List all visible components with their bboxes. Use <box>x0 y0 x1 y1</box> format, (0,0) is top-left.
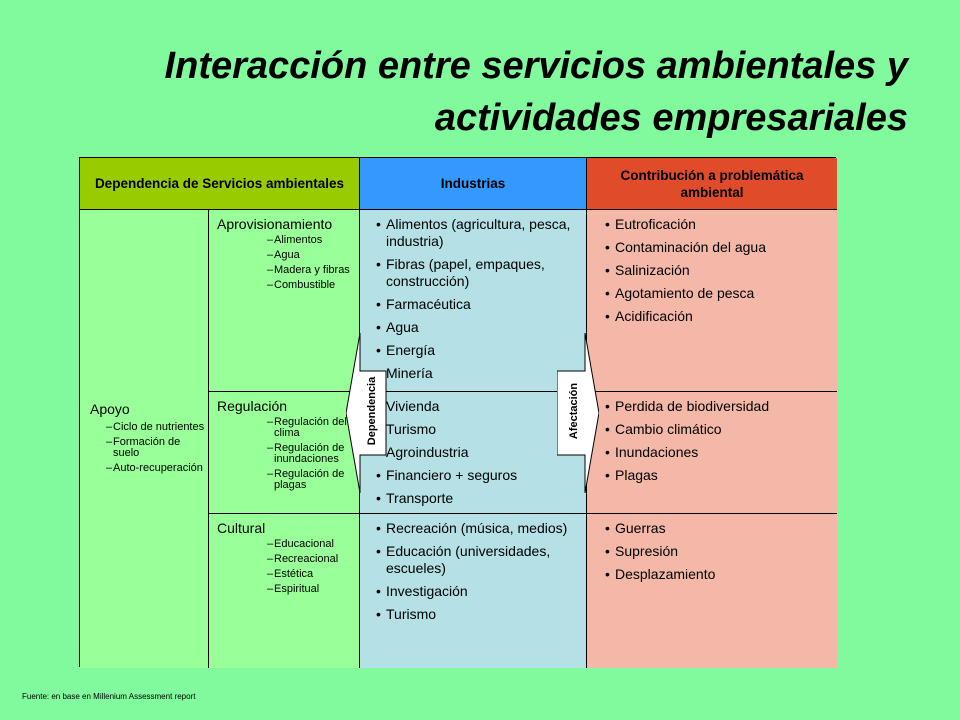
header-dependencia: Dependencia de Servicios ambientales <box>80 158 360 210</box>
apoyo-item: – Formación de suelo <box>106 437 208 459</box>
category-aprovisionamiento <box>209 210 360 392</box>
contribution-list <box>615 398 833 484</box>
industry-item: • Fibras (papel, empaques, construcción) <box>386 256 582 290</box>
category-regulacion <box>209 392 360 514</box>
apoyo-item: – Auto-recuperación <box>106 463 208 474</box>
industry-item: • Agua <box>386 319 582 336</box>
title-line-2: actividades empresariales <box>434 97 908 139</box>
title-line-1: Interacción entre servicios ambientales y <box>164 45 908 87</box>
industries-regulacion <box>360 392 587 514</box>
apoyo-cell <box>80 210 209 668</box>
contribution-item: • Perdida de biodiversidad <box>615 398 833 415</box>
category-title: Aprovisionamiento <box>217 216 333 232</box>
industry-item: • Educación (universidades, escueles) <box>386 543 582 577</box>
category-items <box>217 235 359 291</box>
industry-item: • Alimentos (agricultura, pesca, industria) <box>386 216 582 250</box>
contribution-aprovisionamiento <box>587 210 837 392</box>
category-title: Regulación <box>217 398 288 414</box>
category-item: – Agua <box>267 250 359 261</box>
apoyo-item: – Ciclo de nutrientes <box>106 422 208 433</box>
contribution-item: • Supresión <box>615 543 833 560</box>
category-item: – Regulación de plagas <box>267 469 359 491</box>
afectacion-label: Afectación <box>568 382 580 440</box>
industry-item: • Transporte <box>386 490 582 507</box>
category-item: – Recreacional <box>267 554 359 565</box>
contribution-item: • Eutroficación <box>615 216 833 233</box>
dependencia-label: Dependencia <box>366 376 378 446</box>
contribution-item: • Acidificación <box>615 308 833 325</box>
industry-item: • Investigación <box>386 583 582 600</box>
afectacion-arrow <box>557 333 599 493</box>
category-item: – Educacional <box>267 539 359 550</box>
contribution-item: • Agotamiento de pesca <box>615 285 833 302</box>
page-title <box>40 40 908 144</box>
category-item: – Regulación de inundaciones <box>267 443 359 465</box>
header-industrias: Industrias <box>360 158 587 210</box>
industry-item: • Turismo <box>386 606 582 623</box>
contribution-item: • Salinización <box>615 262 833 279</box>
contribution-list <box>615 216 833 325</box>
contribution-item: • Cambio climático <box>615 421 833 438</box>
source-note: Fuente: en base en Millenium Assessment report <box>22 692 196 701</box>
contribution-item: • Desplazamiento <box>615 566 833 583</box>
category-item: – Madera y fibras <box>267 265 359 276</box>
category-item: – Alimentos <box>267 235 359 246</box>
industry-item: • Turismo <box>386 421 582 438</box>
category-items <box>217 417 359 491</box>
industry-item: • Financiero + seguros <box>386 467 582 484</box>
industries-cultural <box>360 514 587 668</box>
industry-item: • Agroindustria <box>386 444 582 461</box>
category-item: – Combustible <box>267 280 359 291</box>
contribution-regulacion <box>587 392 837 514</box>
contribution-item: • Guerras <box>615 520 833 537</box>
category-item: – Espiritual <box>267 584 359 595</box>
contribution-item: • Contaminación del agua <box>615 239 833 256</box>
category-cultural <box>209 514 360 668</box>
header-contribucion: Contribución a problemática ambiental <box>587 158 837 210</box>
contribution-cultural <box>587 514 837 668</box>
industry-item: • Minería <box>386 365 582 382</box>
interaction-table <box>79 157 836 667</box>
dependencia-arrow <box>346 333 388 493</box>
apoyo-list <box>90 422 208 478</box>
industry-item: • Farmacéutica <box>386 296 582 313</box>
contribution-list <box>615 520 833 583</box>
industry-list <box>386 398 582 507</box>
category-item: – Estética <box>267 569 359 580</box>
category-item: – Regulación del clima <box>267 417 359 439</box>
contribution-item: • Plagas <box>615 467 833 484</box>
category-title: Cultural <box>217 520 266 536</box>
contribution-item: • Inundaciones <box>615 444 833 461</box>
industry-list <box>386 520 582 623</box>
industry-item: • Vivienda <box>386 398 582 415</box>
category-items <box>217 539 359 595</box>
industry-list <box>386 216 582 382</box>
industry-item: • Recreación (música, medios) <box>386 520 582 537</box>
industry-item: • Energía <box>386 342 582 359</box>
industries-aprovisionamiento <box>360 210 587 392</box>
apoyo-title: Apoyo <box>90 400 130 417</box>
